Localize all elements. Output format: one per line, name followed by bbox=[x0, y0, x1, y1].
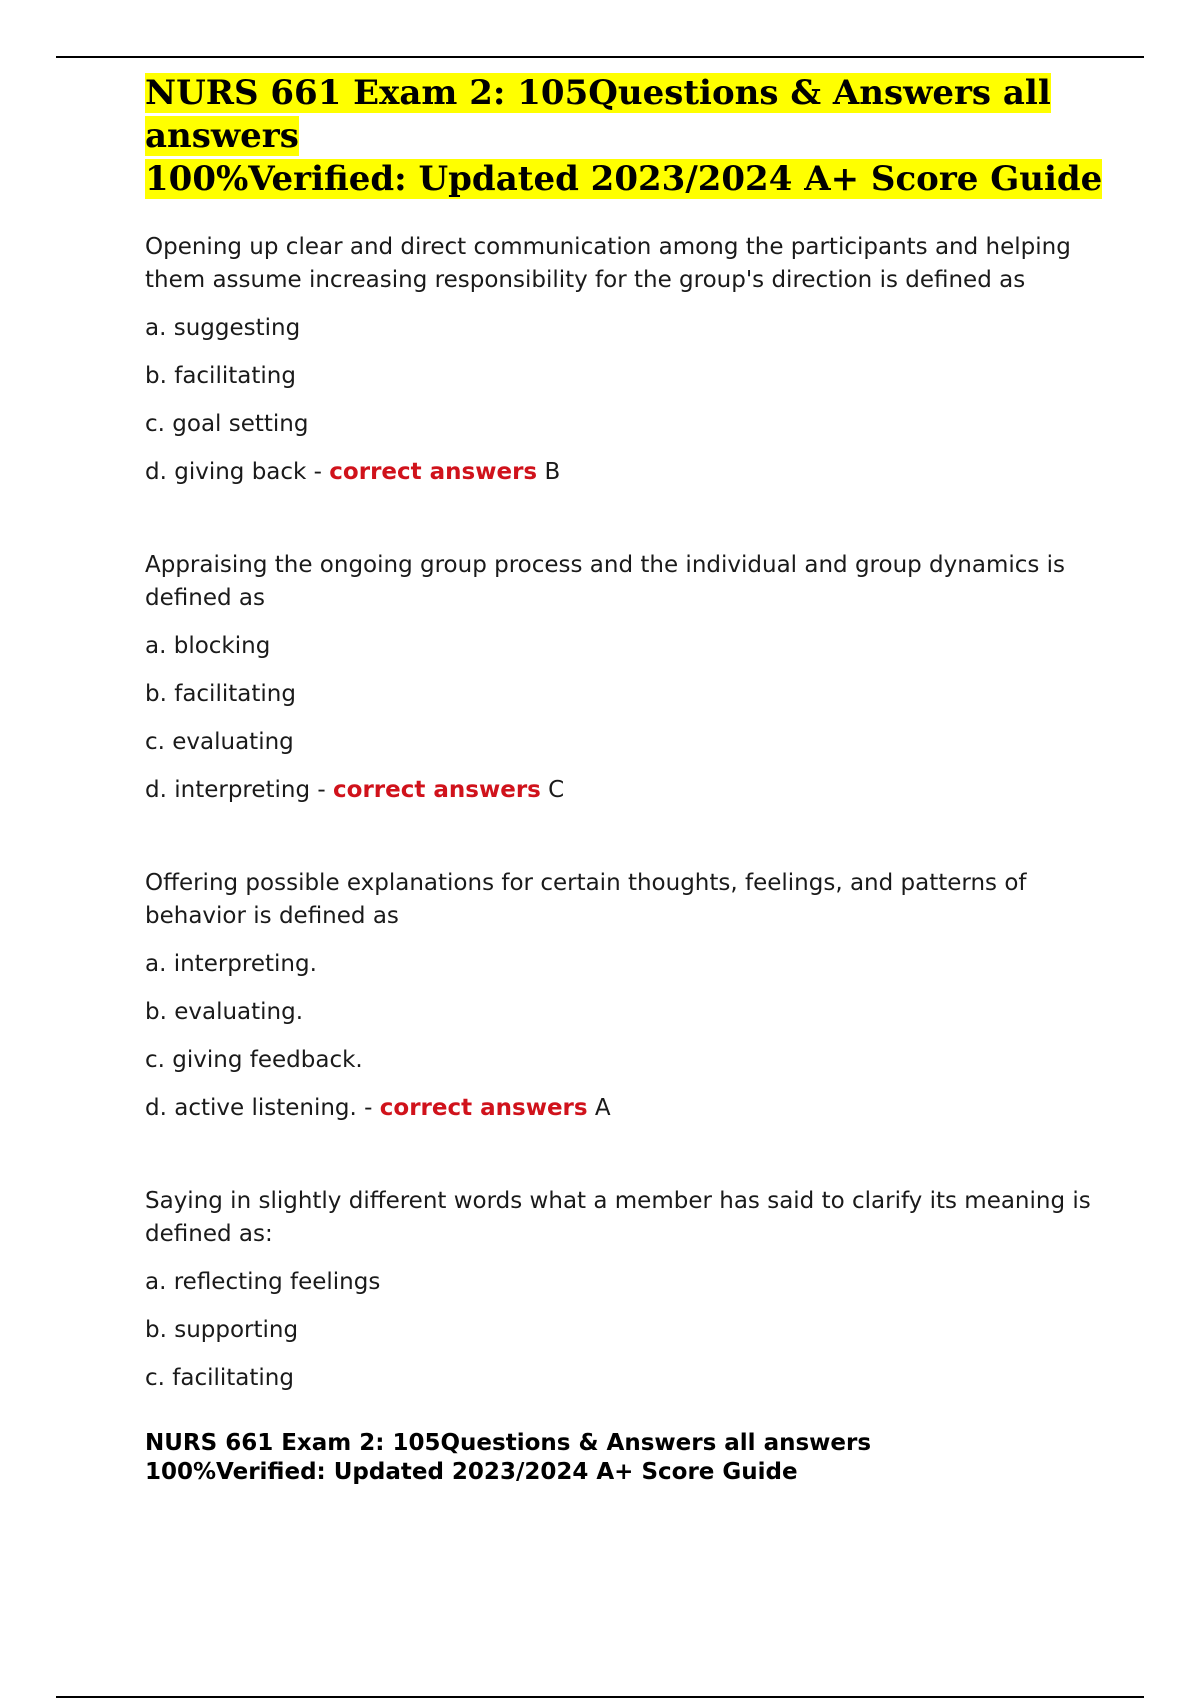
option-a: a. interpreting. bbox=[145, 951, 317, 977]
answer-letter: A bbox=[594, 1095, 611, 1121]
option-a: a. suggesting bbox=[145, 315, 301, 341]
question-4 bbox=[145, 1185, 1105, 1395]
footer-title bbox=[145, 1429, 1105, 1487]
question-stem: Opening up clear and direct communication among the participants and helping them assume increasing responsibility for the group's direction is defined as bbox=[145, 234, 1071, 293]
option-c: c. facilitating bbox=[145, 1365, 294, 1391]
question-stem: Appraising the ongoing group process and the individual and group dynamics is defined as bbox=[145, 552, 1066, 611]
option-a: a. reflecting feelings bbox=[145, 1269, 381, 1295]
option-d-with-answer bbox=[145, 774, 1105, 807]
option-d: d. interpreting - bbox=[145, 777, 326, 803]
title-line-2: 100%Verified: Updated 2023/2024 A+ Score Guide bbox=[145, 159, 1103, 199]
document-title bbox=[145, 72, 1105, 201]
top-rule bbox=[56, 56, 1144, 58]
option-d: d. active listening. - bbox=[145, 1095, 373, 1121]
answer-letter: B bbox=[544, 459, 561, 485]
answer-letter: C bbox=[548, 777, 565, 803]
correct-answers-label: correct answers bbox=[379, 1095, 588, 1121]
footer-title-line-2: 100%Verified: Updated 2023/2024 A+ Score Guide bbox=[145, 1459, 798, 1485]
question-3 bbox=[145, 867, 1105, 1125]
correct-answers-label: correct answers bbox=[329, 459, 538, 485]
correct-answers-label: correct answers bbox=[333, 777, 541, 803]
title-line-1: NURS 661 Exam 2: 105Questions & Answers all answers bbox=[145, 73, 1051, 156]
option-c: c. giving feedback. bbox=[145, 1047, 363, 1073]
question-stem: Saying in slightly different words what a member has said to clarify its meaning is defined as: bbox=[145, 1188, 1091, 1247]
option-b: b. supporting bbox=[145, 1317, 299, 1343]
option-b: b. evaluating. bbox=[145, 999, 304, 1025]
option-b: b. facilitating bbox=[145, 363, 296, 389]
option-a: a. blocking bbox=[145, 633, 271, 659]
option-d-with-answer bbox=[145, 1092, 1105, 1125]
page-content bbox=[145, 72, 1105, 1487]
option-b: b. facilitating bbox=[145, 681, 296, 707]
question-2 bbox=[145, 549, 1105, 807]
option-d: d. giving back - bbox=[145, 459, 322, 485]
option-c: c. evaluating bbox=[145, 729, 294, 755]
option-c: c. goal setting bbox=[145, 411, 309, 437]
footer-title-line-1: NURS 661 Exam 2: 105Questions & Answers all answers bbox=[145, 1430, 872, 1456]
option-d-with-answer bbox=[145, 456, 1105, 489]
bottom-rule bbox=[56, 1696, 1144, 1698]
question-stem: Offering possible explanations for certain thoughts, feelings, and patterns of behavior is defined as bbox=[145, 870, 1027, 929]
question-1 bbox=[145, 231, 1105, 489]
